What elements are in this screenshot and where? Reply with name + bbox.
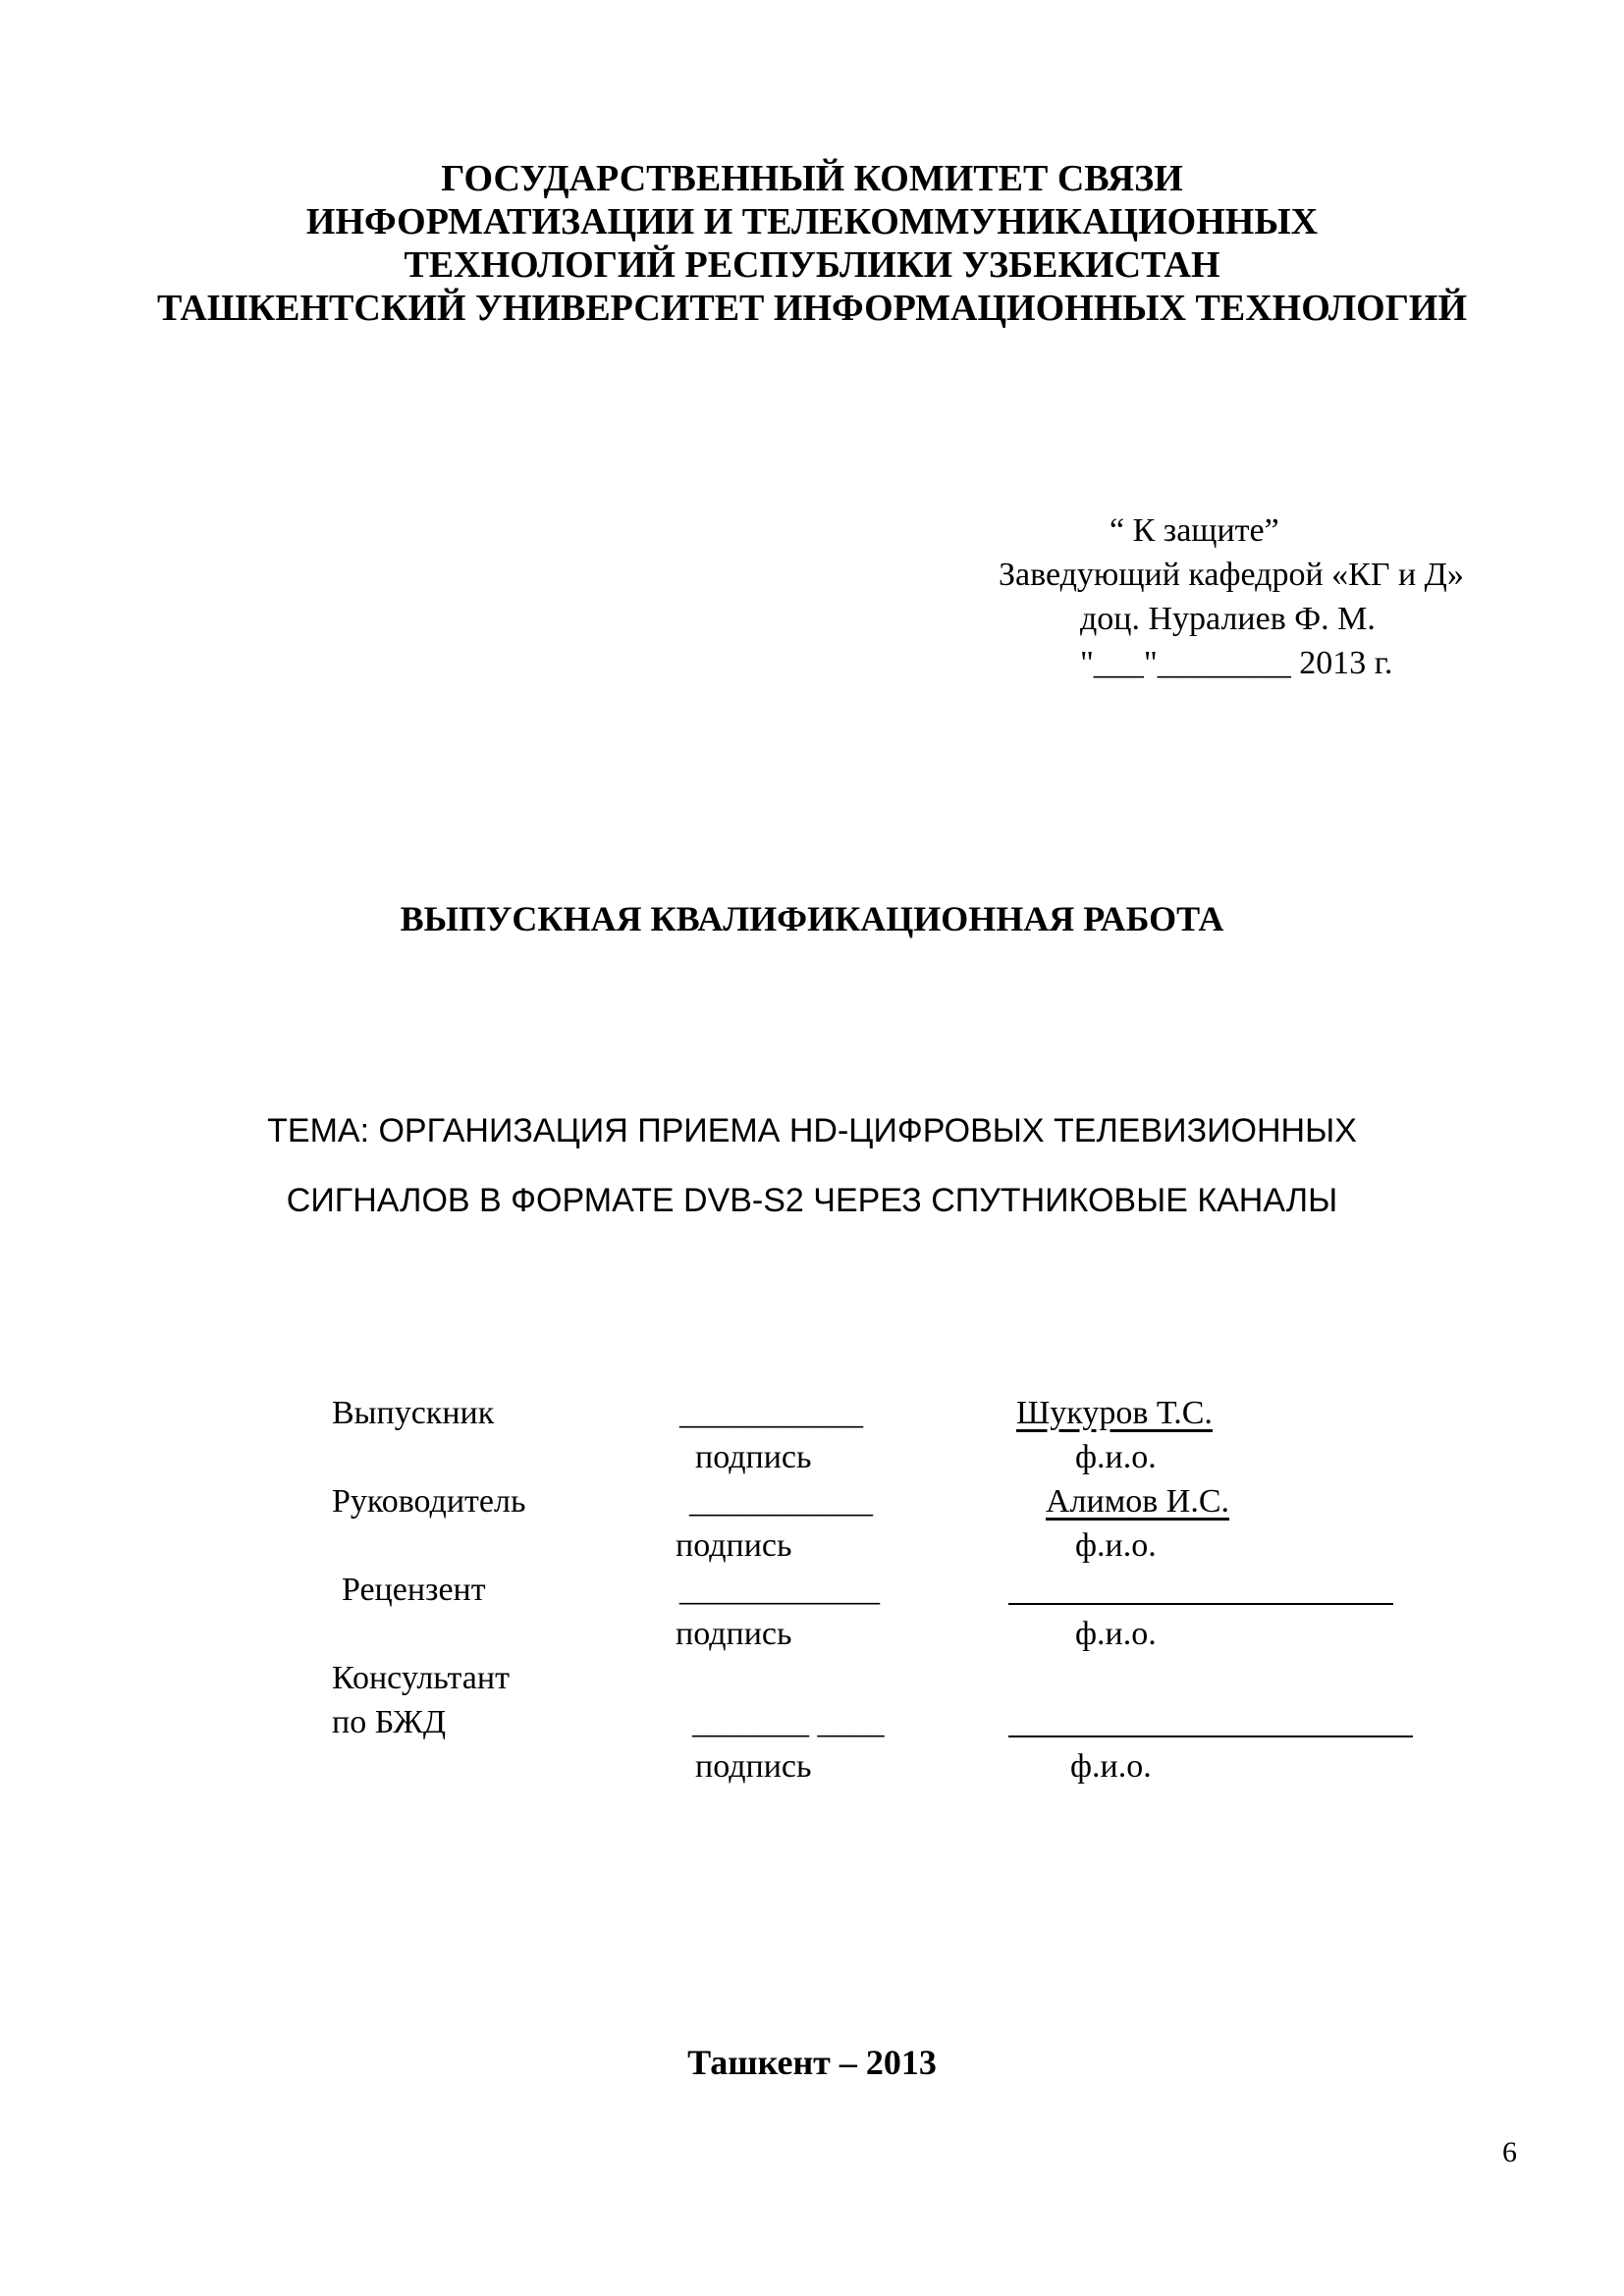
approval-date: "___"________ 2013 г.	[1080, 645, 1393, 681]
supervisor-sign-caption: подпись	[676, 1527, 792, 1564]
graduate-name: Шукуров Т.С.	[1016, 1395, 1213, 1431]
consultant-name-line	[1008, 1735, 1413, 1737]
consultant-sign-blank: _______ ____	[692, 1704, 885, 1740]
page-number: 6	[1502, 2136, 1517, 2168]
graduate-name-caption: ф.и.о.	[1075, 1439, 1157, 1475]
approval-stamp: “ К защите”	[1110, 512, 1279, 549]
supervisor-name: Алимов И.С.	[1046, 1483, 1230, 1520]
header-line-1: ГОСУДАРСТВЕННЫЙ КОМИТЕТ СВЯЗИ	[441, 158, 1183, 199]
reviewer-role: Рецензент	[342, 1572, 486, 1608]
header-line-4: ТАШКЕНТСКИЙ УНИВЕРСИТЕТ ИНФОРМАЦИОННЫХ ТЕХНОЛОГИЙ	[156, 288, 1468, 329]
footer-city-year: Ташкент – 2013	[687, 2043, 937, 2082]
reviewer-sign-caption: подпись	[676, 1616, 792, 1652]
supervisor-role: Руководитель	[332, 1483, 526, 1520]
consultant-role-line-1: Консультант	[332, 1660, 510, 1696]
topic-line-1: ТЕМА: ОРГАНИЗАЦИЯ ПРИЕМА HD-ЦИФРОВЫХ ТЕЛЕВИЗИОННЫХ	[267, 1112, 1357, 1149]
reviewer-name-caption: ф.и.о.	[1075, 1616, 1157, 1652]
consultant-role-line-2: по БЖД	[332, 1704, 447, 1740]
supervisor-name-caption: ф.и.о.	[1075, 1527, 1157, 1564]
work-title: ВЫПУСКНАЯ КВАЛИФИКАЦИОННАЯ РАБОТА	[400, 899, 1224, 938]
approval-position: Заведующий кафедрой «КГ и Д»	[999, 557, 1464, 593]
reviewer-sign-blank: ____________	[679, 1572, 880, 1608]
consultant-name-caption: ф.и.о.	[1070, 1748, 1152, 1785]
topic-line-2: СИГНАЛОВ В ФОРМАТЕ DVB-S2 ЧЕРЕЗ СПУТНИКОВЫЕ КАНАЛЫ	[286, 1182, 1338, 1219]
consultant-sign-caption: подпись	[695, 1748, 812, 1785]
graduate-sign-caption: подпись	[695, 1439, 812, 1475]
graduate-sign-blank: ___________	[679, 1395, 863, 1431]
header-line-3: ТЕХНОЛОГИЙ РЕСПУБЛИКИ УЗБЕКИСТАН	[404, 244, 1220, 286]
approval-name: доц. Нуралиев Ф. М.	[1080, 601, 1376, 637]
reviewer-name-line	[1008, 1603, 1393, 1605]
graduate-role: Выпускник	[332, 1395, 495, 1431]
supervisor-sign-blank: ___________	[689, 1483, 873, 1520]
header-line-2: ИНФОРМАТИЗАЦИИ И ТЕЛЕКОММУНИКАЦИОННЫХ	[305, 201, 1319, 242]
